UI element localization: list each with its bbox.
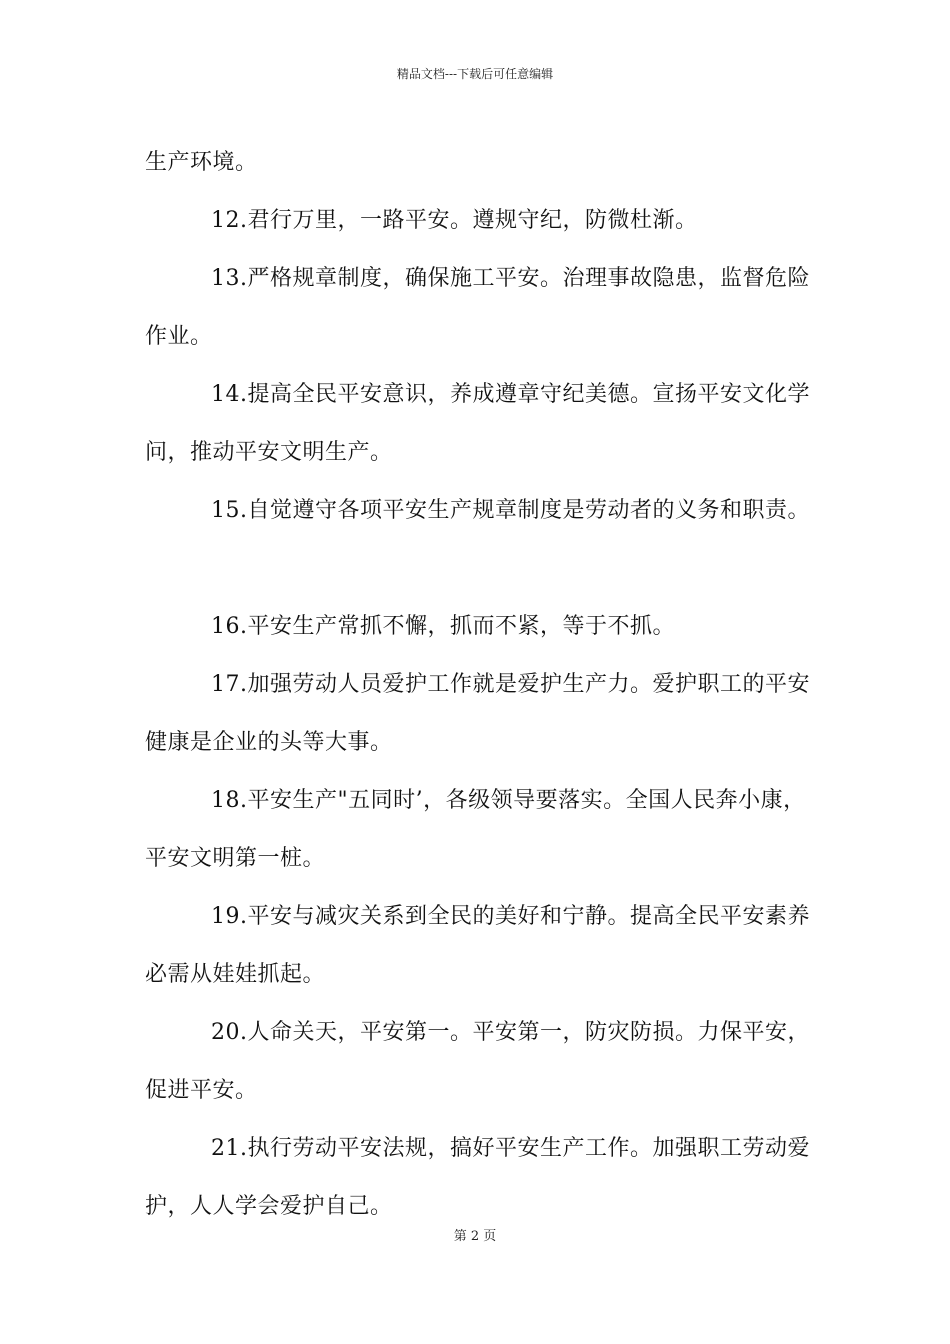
paragraph-line: 13.严格规章制度，确保施工平安。治理事故隐患，监督危险 (211, 266, 810, 291)
document-body (145, 134, 810, 1236)
page-number: 第 2 页 (453, 1229, 497, 1244)
paragraph-line: 16.平安生产常抓不懈，抓而不紧，等于不抓。 (211, 614, 675, 639)
paragraph-line: 生产环境。 (145, 150, 258, 175)
paragraph-line: 19.平安与减灾关系到全民的美好和宁静。提高全民平安素养 (211, 904, 810, 929)
paragraph-line: 护，人人学会爱护自己。 (145, 1194, 393, 1219)
paragraph-line: 平安文明第一桩。 (145, 846, 326, 871)
paragraph-line: 必需从娃娃抓起。 (145, 962, 326, 987)
paragraph-line: 12.君行万里，一路平安。遵规守纪，防微杜渐。 (211, 208, 698, 233)
page-header: 精品文档---下载后可任意编辑 (396, 67, 554, 81)
paragraph-line: 作业。 (145, 324, 213, 349)
paragraph-line: 18.平安生产"五同时’，各级领导要落实。全国人民奔小康， (211, 788, 806, 813)
paragraph-line: 20.人命关天，平安第一。平安第一，防灾防损。力保平安， (211, 1020, 810, 1045)
paragraph-line: 14.提高全民平安意识，养成遵章守纪美德。宣扬平安文化学 (211, 382, 810, 407)
paragraph-line: 21.执行劳动平安法规，搞好平安生产工作。加强职工劳动爱 (211, 1136, 810, 1161)
paragraph-line: 促进平安。 (145, 1078, 258, 1103)
paragraph-line: 问，推动平安文明生产。 (145, 440, 393, 465)
blank-line (145, 540, 810, 598)
paragraph-line: 健康是企业的头等大事。 (145, 730, 393, 755)
paragraph-line: 17.加强劳动人员爱护工作就是爱护生产力。爱护职工的平安 (211, 672, 810, 697)
paragraph-line: 15.自觉遵守各项平安生产规章制度是劳动者的义务和职责。 (211, 498, 810, 523)
